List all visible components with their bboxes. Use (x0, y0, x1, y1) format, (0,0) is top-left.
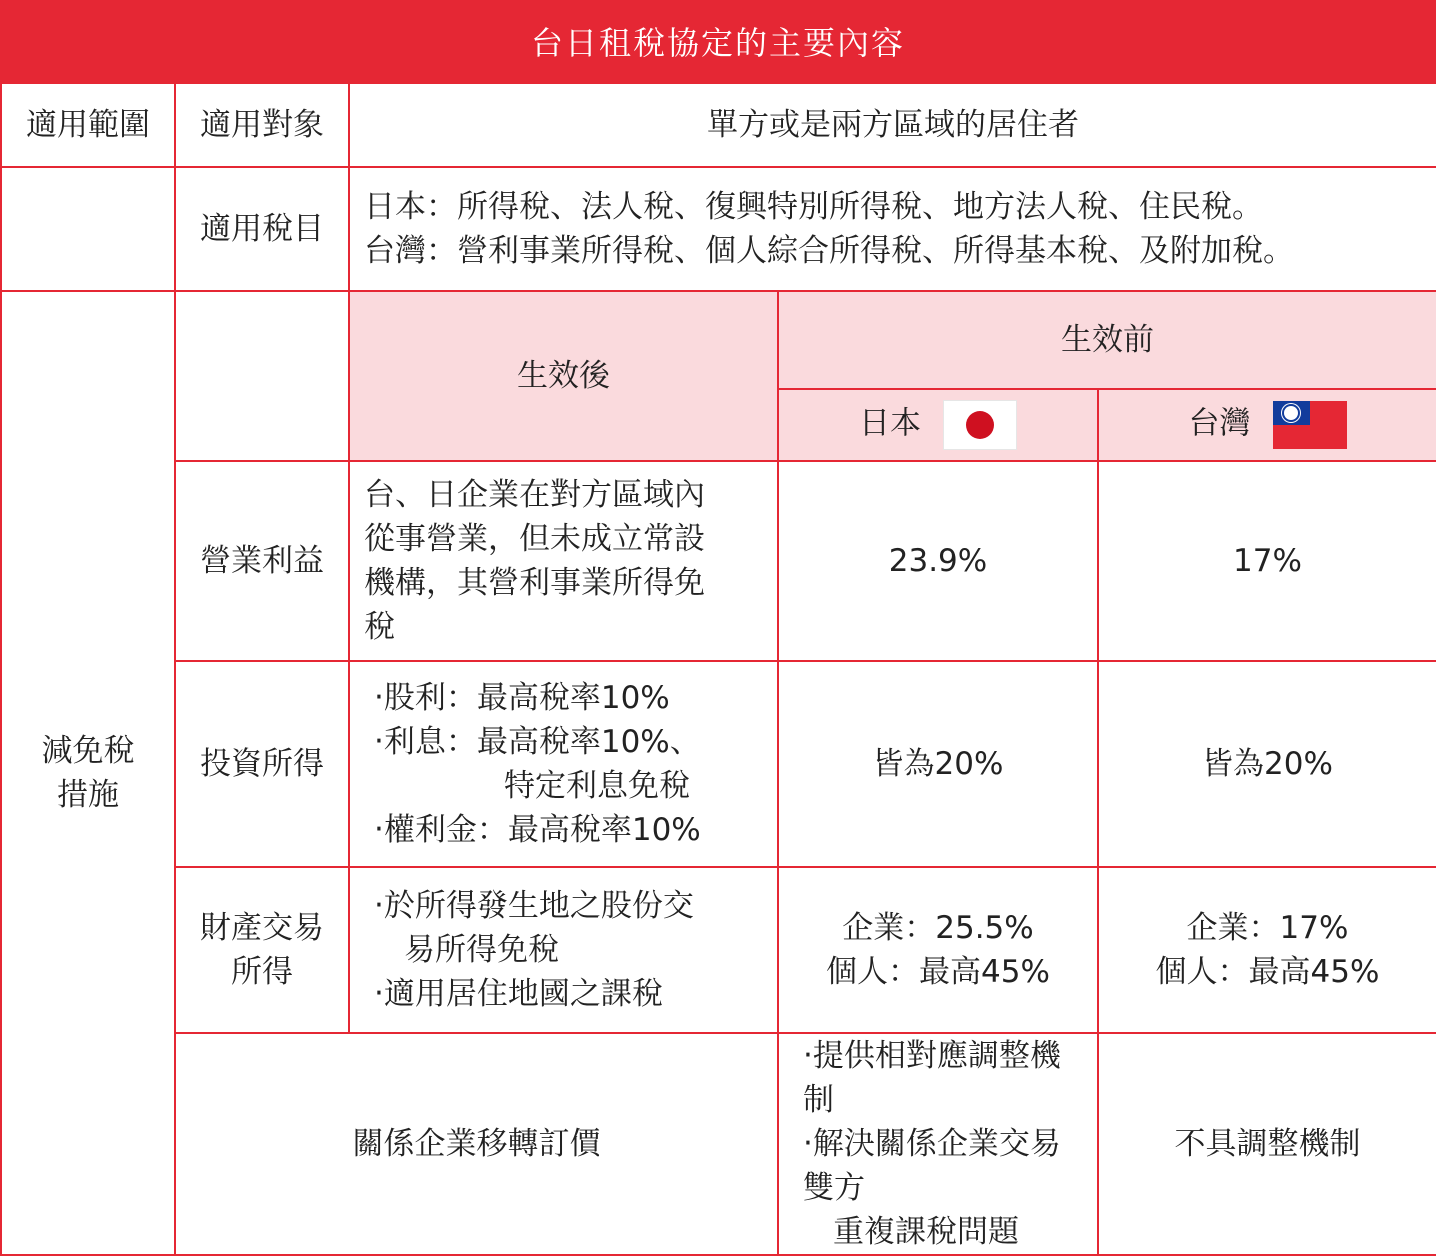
measures-label-line: 措施 (57, 777, 119, 813)
business-label: 營業利益 (175, 461, 349, 661)
table-row (1, 461, 1436, 661)
transfer-after-line: ‧解決關係企業交易雙方 (803, 1126, 1061, 1206)
target-label: 適用對象 (175, 83, 349, 167)
transfer-after (778, 1033, 1098, 1255)
investment-after-line: ‧股利：最高稅率10% (374, 680, 670, 716)
table-row (1, 661, 1436, 867)
tax-agreement-table (0, 82, 1436, 1256)
header-before: 生效前 (778, 291, 1436, 389)
business-after-line: 稅 (364, 609, 395, 645)
measures-label-line: 減免稅 (41, 733, 135, 769)
business-japan: 23.9% (778, 461, 1098, 661)
property-japan (778, 867, 1098, 1033)
taiwan-flag-icon (1273, 401, 1347, 449)
header-after: 生效後 (349, 291, 778, 461)
transfer-before: 不具調整機制 (1098, 1033, 1436, 1255)
table-row (1, 291, 1436, 389)
header-japan-label: 日本 (859, 405, 921, 442)
header-japan (778, 389, 1098, 461)
investment-after-line: ‧利息：最高稅率10%、 (374, 724, 701, 760)
property-taiwan-line: 個人：最高45% (1155, 954, 1380, 990)
property-after-line: ‧於所得發生地之股份交 (374, 888, 694, 924)
tax-line-japan: 日本：所得稅、法人稅、復興特別所得稅、地方法人稅、住民稅。 (364, 189, 1263, 225)
property-after (349, 867, 778, 1033)
investment-after-line: 特定利息免稅 (504, 768, 690, 804)
business-after-line: 台、日企業在對方區域內 (364, 477, 705, 513)
table-title: 台日租稅協定的主要內容 (0, 0, 1436, 82)
transfer-after-line: ‧提供相對應調整機制 (803, 1038, 1061, 1118)
investment-label: 投資所得 (175, 661, 349, 867)
measures-label (1, 291, 175, 1255)
property-after-line: 易所得免稅 (404, 932, 559, 968)
property-label-line: 所得 (231, 954, 293, 990)
investment-after (349, 661, 778, 867)
property-after-line: ‧適用居住地國之課稅 (374, 976, 663, 1012)
scope-empty-cell (1, 167, 175, 291)
business-taiwan: 17% (1098, 461, 1436, 661)
property-taiwan-line: 企業：17% (1186, 910, 1349, 946)
transfer-label: 關係企業移轉訂價 (175, 1033, 778, 1255)
investment-japan: 皆為20% (778, 661, 1098, 867)
property-taiwan (1098, 867, 1436, 1033)
tax-line-taiwan: 台灣：營利事業所得稅、個人綜合所得稅、所得基本稅、及附加稅。 (364, 233, 1294, 269)
property-japan-line: 企業：25.5% (842, 910, 1034, 946)
property-label (175, 867, 349, 1033)
investment-after-line: ‧權利金：最高稅率10% (374, 812, 701, 848)
tax-items (349, 167, 1436, 291)
header-taiwan-label: 台灣 (1188, 405, 1251, 442)
japan-flag-icon (943, 400, 1017, 450)
investment-taiwan: 皆為20% (1098, 661, 1436, 867)
header-taiwan (1098, 389, 1436, 461)
header-empty-cell (175, 291, 349, 461)
table-row (1, 167, 1436, 291)
business-after (349, 461, 778, 661)
property-japan-line: 個人：最高45% (826, 954, 1050, 990)
table-row (1, 867, 1436, 1033)
tax-label: 適用稅目 (175, 167, 349, 291)
business-after-line: 從事營業，但未成立常設 (364, 521, 705, 557)
target-value: 單方或是兩方區域的居住者 (349, 83, 1436, 167)
table-row (1, 83, 1436, 167)
property-label-line: 財產交易 (200, 910, 324, 946)
scope-label: 適用範圍 (1, 83, 175, 167)
table-row (1, 1033, 1436, 1255)
business-after-line: 機構，其營利事業所得免 (364, 565, 705, 601)
transfer-after-line: 重複課稅問題 (833, 1214, 1019, 1250)
